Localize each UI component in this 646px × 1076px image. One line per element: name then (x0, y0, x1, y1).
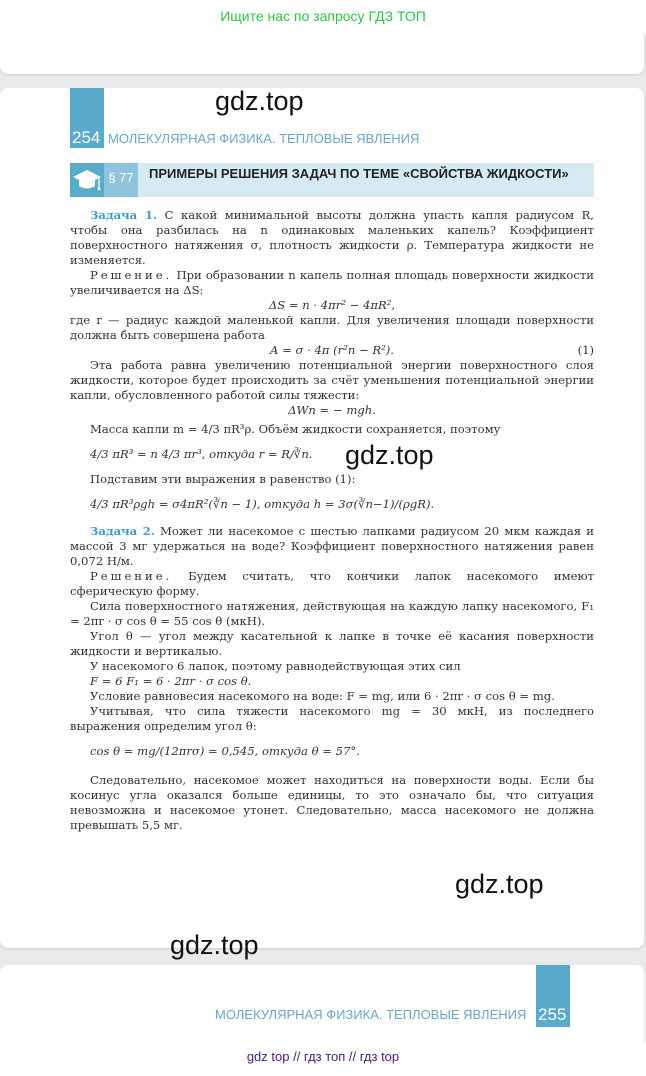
formula: ΔWп = − mgh. (288, 403, 376, 417)
paragraph: Подставим эти выражения в равенство (1): (90, 472, 356, 486)
footer (0, 1043, 646, 1076)
formula: cos θ = mg/(12πrσ) = 0,545, откуда θ = 57°. (90, 744, 360, 758)
paragraph: Условие равновесия насекомого на воде: F = mg, или 6 · 2πr · σ cos θ = mg. (90, 689, 555, 703)
graduation-cap-icon (70, 163, 104, 197)
page-254 (0, 88, 644, 948)
watermark: gdz.top (345, 440, 434, 470)
page-number: 255 (538, 1005, 567, 1024)
previous-page-card (0, 34, 644, 74)
section-title: ПРИМЕРЫ РЕШЕНИЯ ЗАДАЧ ПО ТЕМЕ «СВОЙСТВА ЖИДКОСТИ» (149, 166, 569, 181)
watermark: gdz.top (170, 930, 259, 960)
paragraph: Угол θ — угол между касательной к лапке в точке её касания поверхности жидкости и вертикалью. (70, 629, 594, 658)
top-banner (0, 0, 646, 34)
paragraph: Следовательно, насекомое может находиться на поверхности воды. Если бы косинус угла оказался больше единицы, то это означало бы, что ситуация невозможна и насекомое утонет. Следовательно, масса насекомого не должна превышать 5,5 мг. (70, 773, 594, 832)
task2-solution-p1: Решение. Будем считать, что кончики лапок насекомого имеют сферическую форму. (70, 569, 595, 598)
paragraph: Масса капли m = 4/3 πR³ρ. Объём жидкости сохраняется, поэтому (90, 422, 501, 436)
formula-1: A = σ · 4π (r²n − R²). (1) (270, 343, 594, 357)
paragraph: F = 6 F₁ = 6 · 2πr · σ cos θ. (90, 674, 252, 688)
task2-statement: Задача 2. Может ли насекомое с шестью лапками радиусом 20 мкм каждая и массой 3 мг удержаться на воде? Коэффициент поверхностного натяжения равен 0,072 Н/м. (70, 524, 595, 568)
section-header (70, 163, 594, 197)
formula: 4/3 πR³ρgh = σ4πR²(∛n − 1), откуда h = 3σ(∛n−1)/(ρgR). (90, 497, 435, 511)
watermark: gdz.top (455, 869, 544, 899)
running-head: МОЛЕКУЛЯРНАЯ ФИЗИКА. ТЕПЛОВЫЕ ЯВЛЕНИЯ (215, 1007, 527, 1022)
paragraph: Сила поверхностного натяжения, действующая на каждую лапку насекомого, F₁ = 2πr · σ cos θ = 55 cos θ (мкН). (70, 599, 594, 628)
page-255 (0, 965, 644, 1045)
paragraph: У насекомого 6 лапок, поэтому равнодействующая этих сил (90, 659, 461, 673)
banner-text[interactable]: Ищите нас по запросу ГДЗ ТОП (220, 8, 426, 24)
page-number: 254 (72, 128, 101, 147)
paragraph: Эта работа равна увеличению потенциальной энергии поверхностного слоя жидкости, которое будет происходить за счёт уменьшения потенциальной энергии капли, обусловленного работой силы тяжести: (70, 358, 594, 402)
paragraph: где r — радиус каждой маленькой капли. Для увеличения площади поверхности должна быть совершена работа (70, 313, 594, 342)
formula: ΔS = n · 4πr² − 4πR², (268, 298, 396, 312)
footer-links[interactable]: gdz top // гдз топ // гдз top (246, 1049, 400, 1064)
formula: 4/3 πR³ = n 4/3 πr³, откуда r = R/∛n. (90, 447, 313, 461)
task1-statement: Задача 1. С какой минимальной высоты должна упасть капля радиусом R, чтобы она разбилась на n одинаковых маленьких капель? Коэффициент поверхностного натяжения σ, плотность жидкости ρ. Температура жидкости не изменяется. (70, 208, 594, 267)
section-number: § 77 (104, 163, 138, 197)
watermark: gdz.top (215, 86, 304, 116)
task1-solution-p1: Решение. При образовании n капель полная площадь поверхности жидкости увеличивается на ΔS: (70, 268, 595, 297)
running-head: МОЛЕКУЛЯРНАЯ ФИЗИКА. ТЕПЛОВЫЕ ЯВЛЕНИЯ (108, 131, 420, 146)
page-body (70, 208, 594, 833)
paragraph: Учитывая, что сила тяжести насекомого mg = 30 мкН, из последнего выражения определим угол θ: (70, 704, 594, 733)
equation-number: (1) (577, 343, 594, 357)
